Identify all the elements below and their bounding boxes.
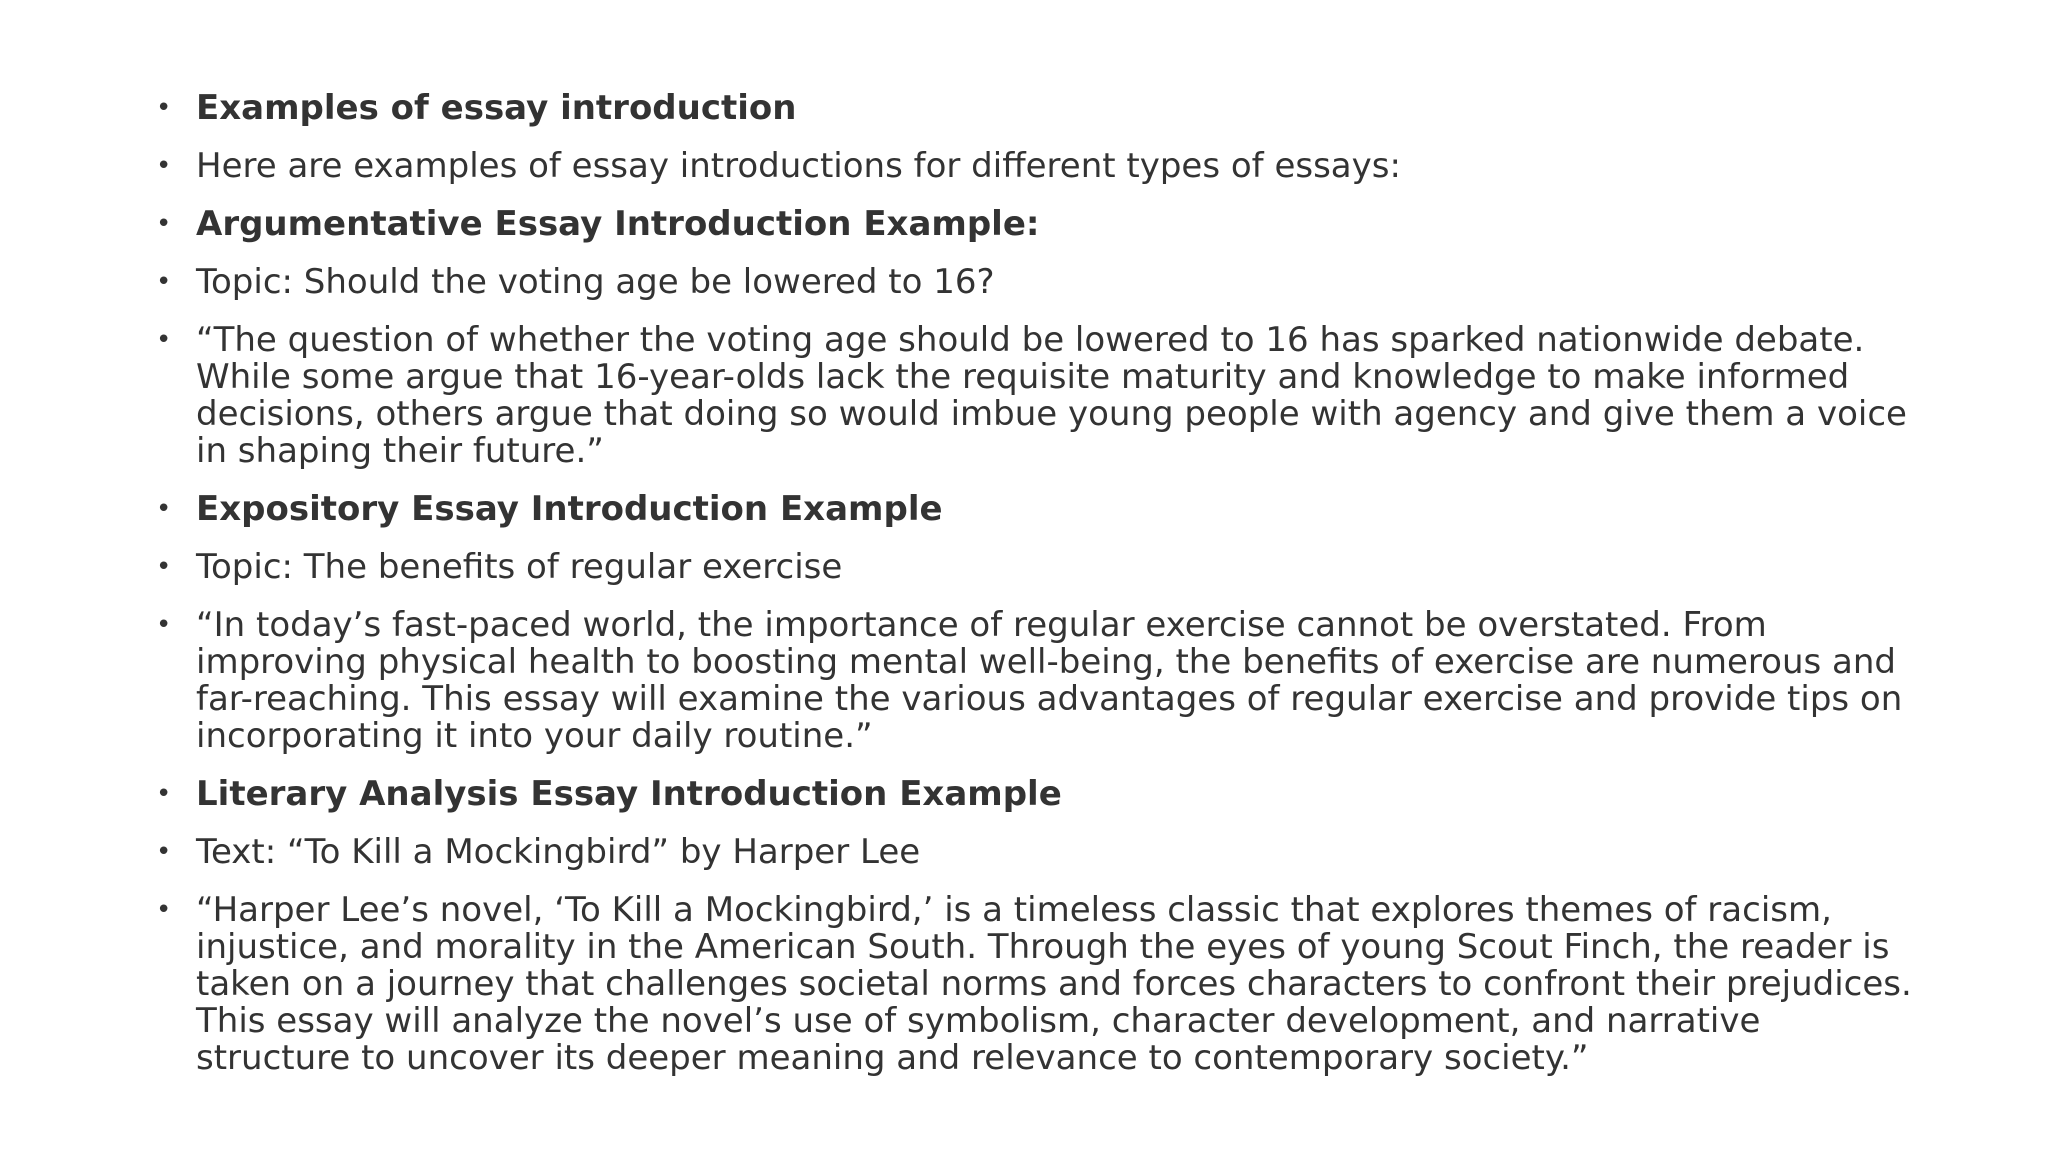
bullet-dot-icon: • bbox=[156, 552, 172, 582]
bullet-item-argumentative-heading bbox=[154, 206, 1924, 243]
bullet-item-literary-heading bbox=[154, 776, 1924, 813]
bullet-text: Literary Analysis Essay Introduction Example bbox=[196, 774, 1062, 814]
bullet-text: Expository Essay Introduction Example bbox=[196, 489, 943, 529]
bullet-dot-icon: • bbox=[156, 267, 172, 297]
bullet-item-argumentative-topic bbox=[154, 264, 1924, 301]
bullet-dot-icon: • bbox=[156, 837, 172, 867]
bullet-dot-icon: • bbox=[156, 325, 172, 355]
bullet-dot-icon: • bbox=[156, 93, 172, 123]
bullet-item-expository-heading bbox=[154, 491, 1924, 528]
bullet-text: Text: “To Kill a Mockingbird” by Harper Lee bbox=[196, 832, 921, 872]
bullet-dot-icon: • bbox=[156, 494, 172, 524]
bullet-list bbox=[154, 90, 1924, 1098]
bullet-dot-icon: • bbox=[156, 779, 172, 809]
bullet-item-literary-example bbox=[154, 892, 1924, 1077]
bullet-item-expository-topic bbox=[154, 549, 1924, 586]
bullet-dot-icon: • bbox=[156, 151, 172, 181]
bullet-item-intro bbox=[154, 148, 1924, 185]
bullet-item-title bbox=[154, 90, 1924, 127]
bullet-text: Here are examples of essay introductions for different types of essays: bbox=[196, 146, 1401, 186]
bullet-text: Examples of essay introduction bbox=[196, 88, 797, 128]
bullet-item-literary-text bbox=[154, 834, 1924, 871]
bullet-dot-icon: • bbox=[156, 209, 172, 239]
bullet-item-expository-example bbox=[154, 607, 1924, 755]
bullet-dot-icon: • bbox=[156, 895, 172, 925]
bullet-text: “The question of whether the voting age should be lowered to 16 has sparked nationwide debate. While some argue that 16-year-olds lack the requisite maturity and knowledge to make informed decisions, others argue that doing so would imbue young people with agency and give them a voice in shaping their future.” bbox=[196, 320, 1907, 471]
bullet-dot-icon: • bbox=[156, 610, 172, 640]
bullet-item-argumentative-example bbox=[154, 322, 1924, 470]
bullet-text: Topic: The benefits of regular exercise bbox=[196, 547, 843, 587]
bullet-text: Argumentative Essay Introduction Example: bbox=[196, 204, 1040, 244]
bullet-text: Topic: Should the voting age be lowered to 16? bbox=[196, 262, 995, 302]
bullet-text: “Harper Lee’s novel, ‘To Kill a Mockingbird,’ is a timeless classic that explores themes of racism, injustice, and morality in the American South. Through the eyes of young Scout Finch, the reader is taken on a journey that challenges societal norms and forces characters to confront their prejudices. This essay will analyze the novel’s use of symbolism, character development, and narrative structure to uncover its deeper meaning and relevance to contemporary society.” bbox=[196, 890, 1912, 1078]
bullet-text: “In today’s fast-paced world, the importance of regular exercise cannot be overstated. From improving physical health to boosting mental well-being, the benefits of exercise are numerous and far-reaching. This essay will examine the various advantages of regular exercise and provide tips on incorporating it into your daily routine.” bbox=[196, 605, 1903, 756]
